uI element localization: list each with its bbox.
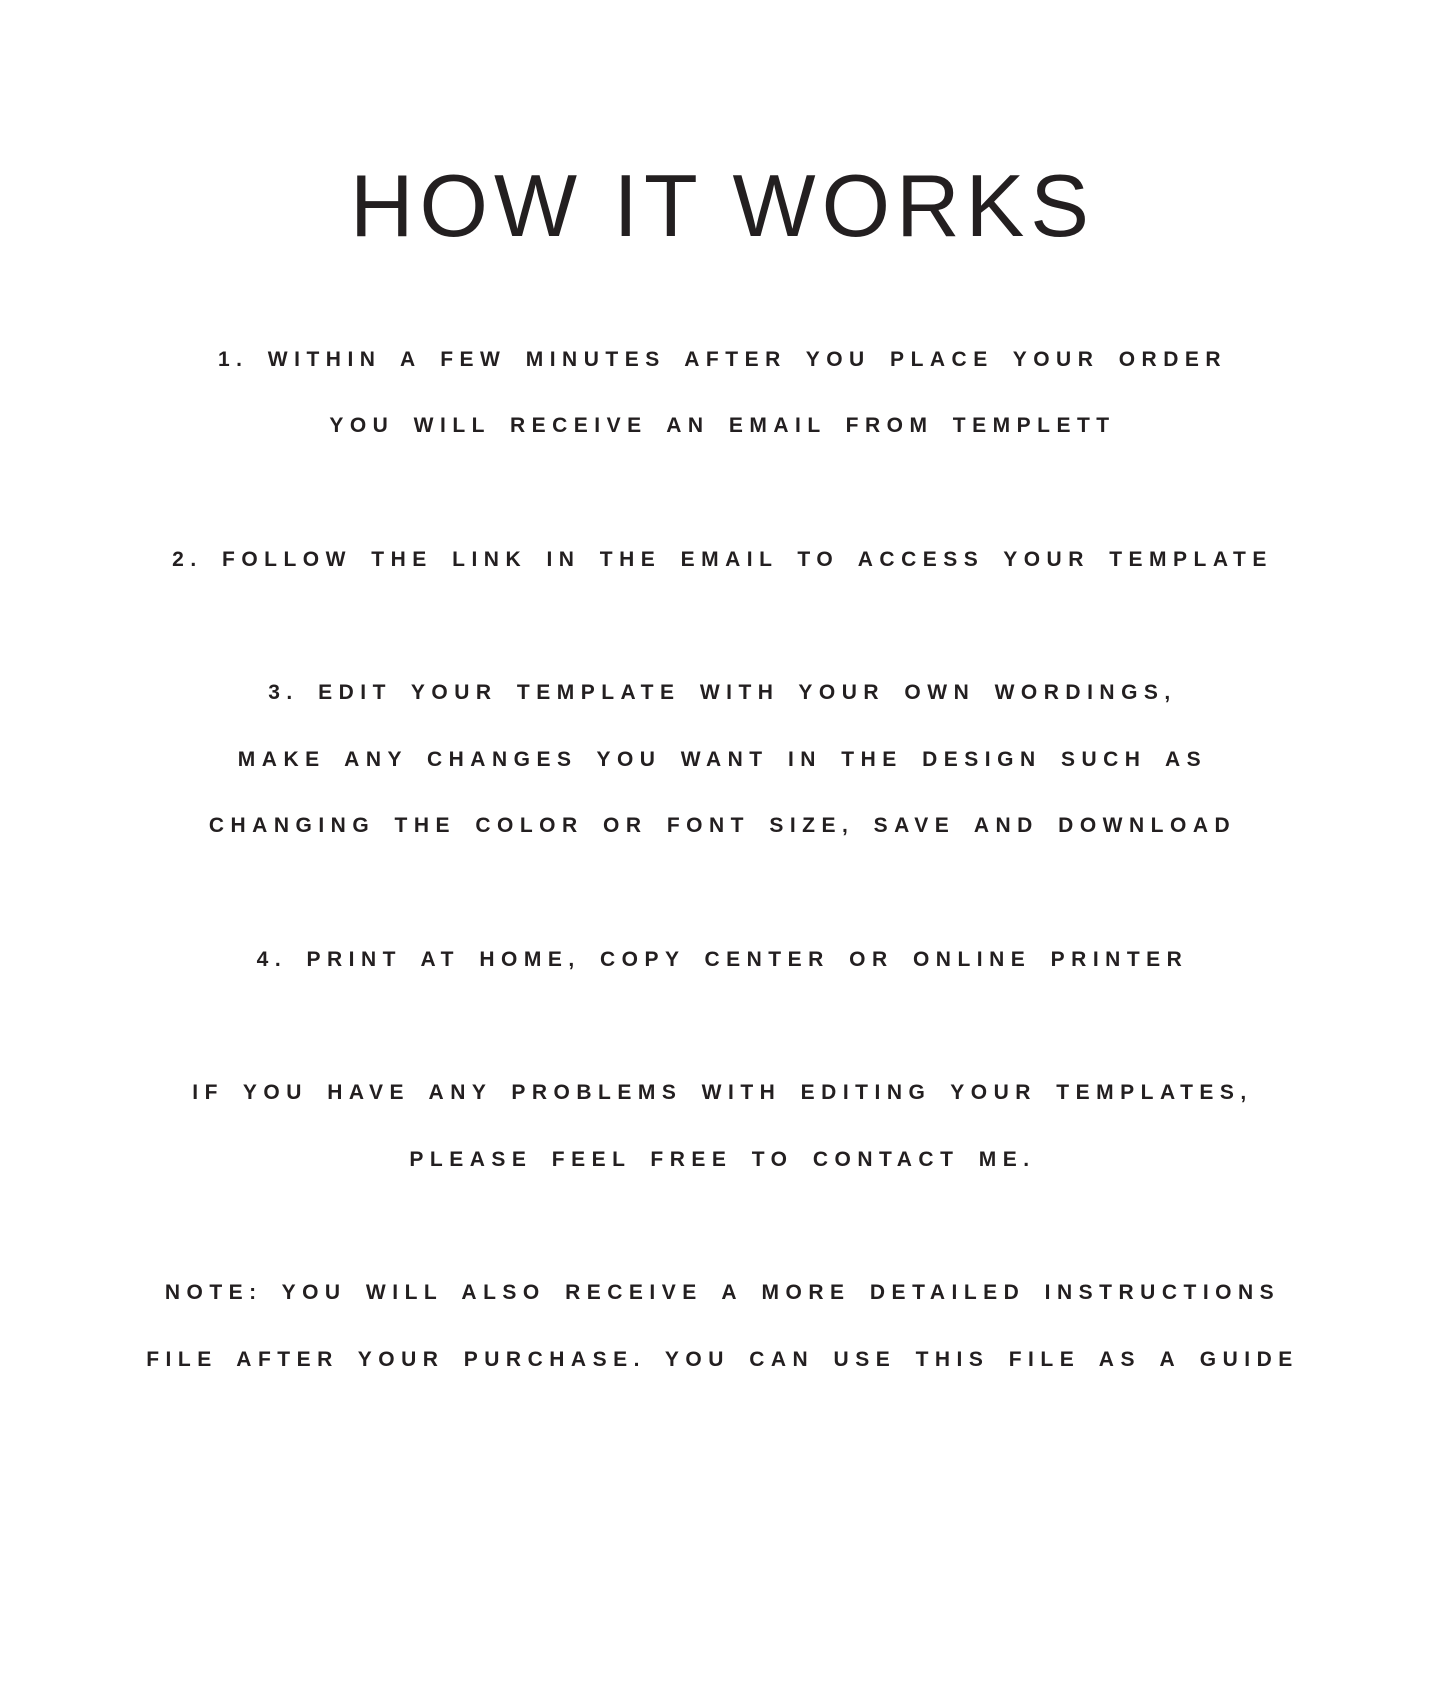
instruction-section-step-2 [93, 527, 1353, 594]
instruction-section-contact [93, 1060, 1353, 1193]
instructions-body [93, 327, 1353, 1394]
instruction-line: NOTE: YOU WILL ALSO RECEIVE A MORE DETAILED INSTRUCTIONS [164, 1281, 1281, 1305]
instruction-line: 1. WITHIN A FEW MINUTES AFTER YOU PLACE YOUR ORDER [217, 347, 1228, 371]
instruction-line: 4. PRINT AT HOME, COPY CENTER OR ONLINE PRINTER [256, 947, 1189, 971]
page-title: HOW IT WORKS [349, 156, 1096, 255]
instruction-line: YOU WILL RECEIVE AN EMAIL FROM TEMPLETT [329, 414, 1116, 438]
instruction-line: 3. EDIT YOUR TEMPLATE WITH YOUR OWN WORDINGS, [268, 681, 1177, 705]
instruction-line: FILE AFTER YOUR PURCHASE. YOU CAN USE THIS FILE AS A GUIDE [146, 1347, 1299, 1371]
instruction-line: CHANGING THE COLOR OR FONT SIZE, SAVE AND DOWNLOAD [208, 814, 1237, 838]
instruction-section-note [93, 1260, 1353, 1393]
instruction-line: PLEASE FEEL FREE TO CONTACT ME. [409, 1147, 1036, 1171]
instruction-section-step-3 [93, 660, 1353, 860]
instruction-line: MAKE ANY CHANGES YOU WANT IN THE DESIGN SUCH AS [237, 747, 1208, 771]
instruction-section-step-4 [93, 927, 1353, 994]
instruction-line: IF YOU HAVE ANY PROBLEMS WITH EDITING YOUR TEMPLATES, [192, 1081, 1253, 1105]
instruction-section-step-1 [93, 327, 1353, 460]
instruction-line: 2. FOLLOW THE LINK IN THE EMAIL TO ACCESS YOUR TEMPLATE [172, 547, 1273, 571]
